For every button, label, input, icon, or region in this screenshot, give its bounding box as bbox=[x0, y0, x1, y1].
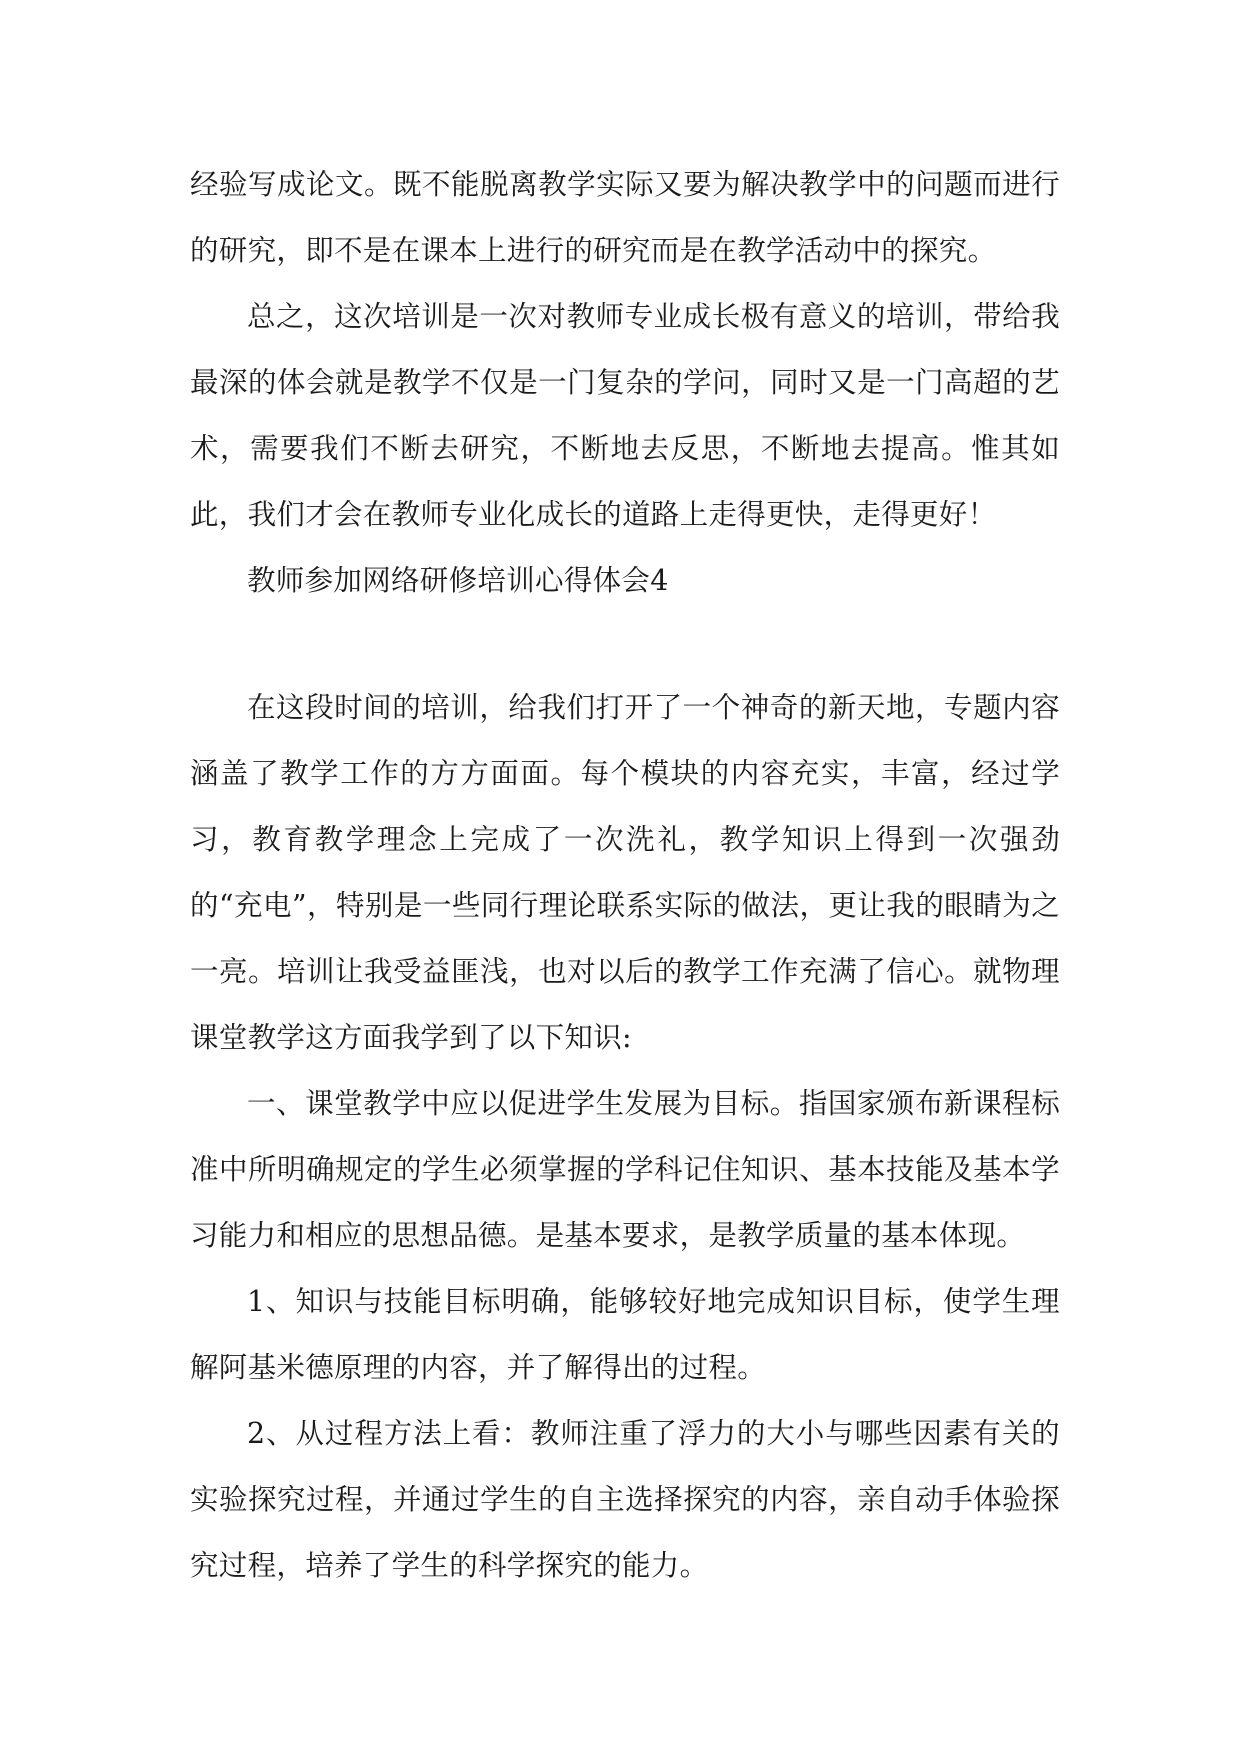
paragraph: 在这段时间的培训，给我们打开了一个神奇的新天地，专题内容涵盖了教学工作的方方面面。每个模块的内容充实，丰富，经过学习，教育教学理念上完成了一次洗礼，教学知识上得到一次强劲的“充电”，特别是一些同行理论联系实际的做法，更让我的眼睛为之一亮。培训让我受益匪浅，也对以后的教学工作充满了信心。就物理课堂教学这方面我学到了以下知识: bbox=[190, 691, 1060, 1054]
text-block-top bbox=[190, 152, 1060, 614]
paragraph: 1、知识与技能目标明确，能够较好地完成知识目标，使学生理解阿基米德原理的内容，并了解得出的过程。 bbox=[190, 1285, 1060, 1384]
text-block-bottom bbox=[190, 675, 1060, 1599]
section-heading: 教师参加网络研修培训心得体会4 bbox=[247, 564, 669, 597]
paragraph: 总之，这次培训是一次对教师专业成长极有意义的培训，带给我最深的体会就是教学不仅是一门复杂的学问，同时又是一门高超的艺术，需要我们不断去研究，不断地去反思，不断地去提高。惟其如此，我们才会在教师专业化成长的道路上走得更快，走得更好！ bbox=[190, 300, 1060, 531]
paragraph: 经验写成论文。既不能脱离教学实际又要为解决教学中的问题而进行的研究，即不是在课本上进行的研究而是在教学活动中的探究。 bbox=[190, 168, 1060, 267]
paragraph: 2、从过程方法上看：教师注重了浮力的大小与哪些因素有关的实验探究过程，并通过学生的自主选择探究的内容，亲自动手体验探究过程，培养了学生的科学探究的能力。 bbox=[190, 1417, 1060, 1582]
paragraph: 一、课堂教学中应以促进学生发展为目标。指国家颁布新课程标准中所明确规定的学生必须掌握的学科记住知识、基本技能及基本学习能力和相应的思想品德。是基本要求，是教学质量的基本体现。 bbox=[190, 1087, 1060, 1252]
